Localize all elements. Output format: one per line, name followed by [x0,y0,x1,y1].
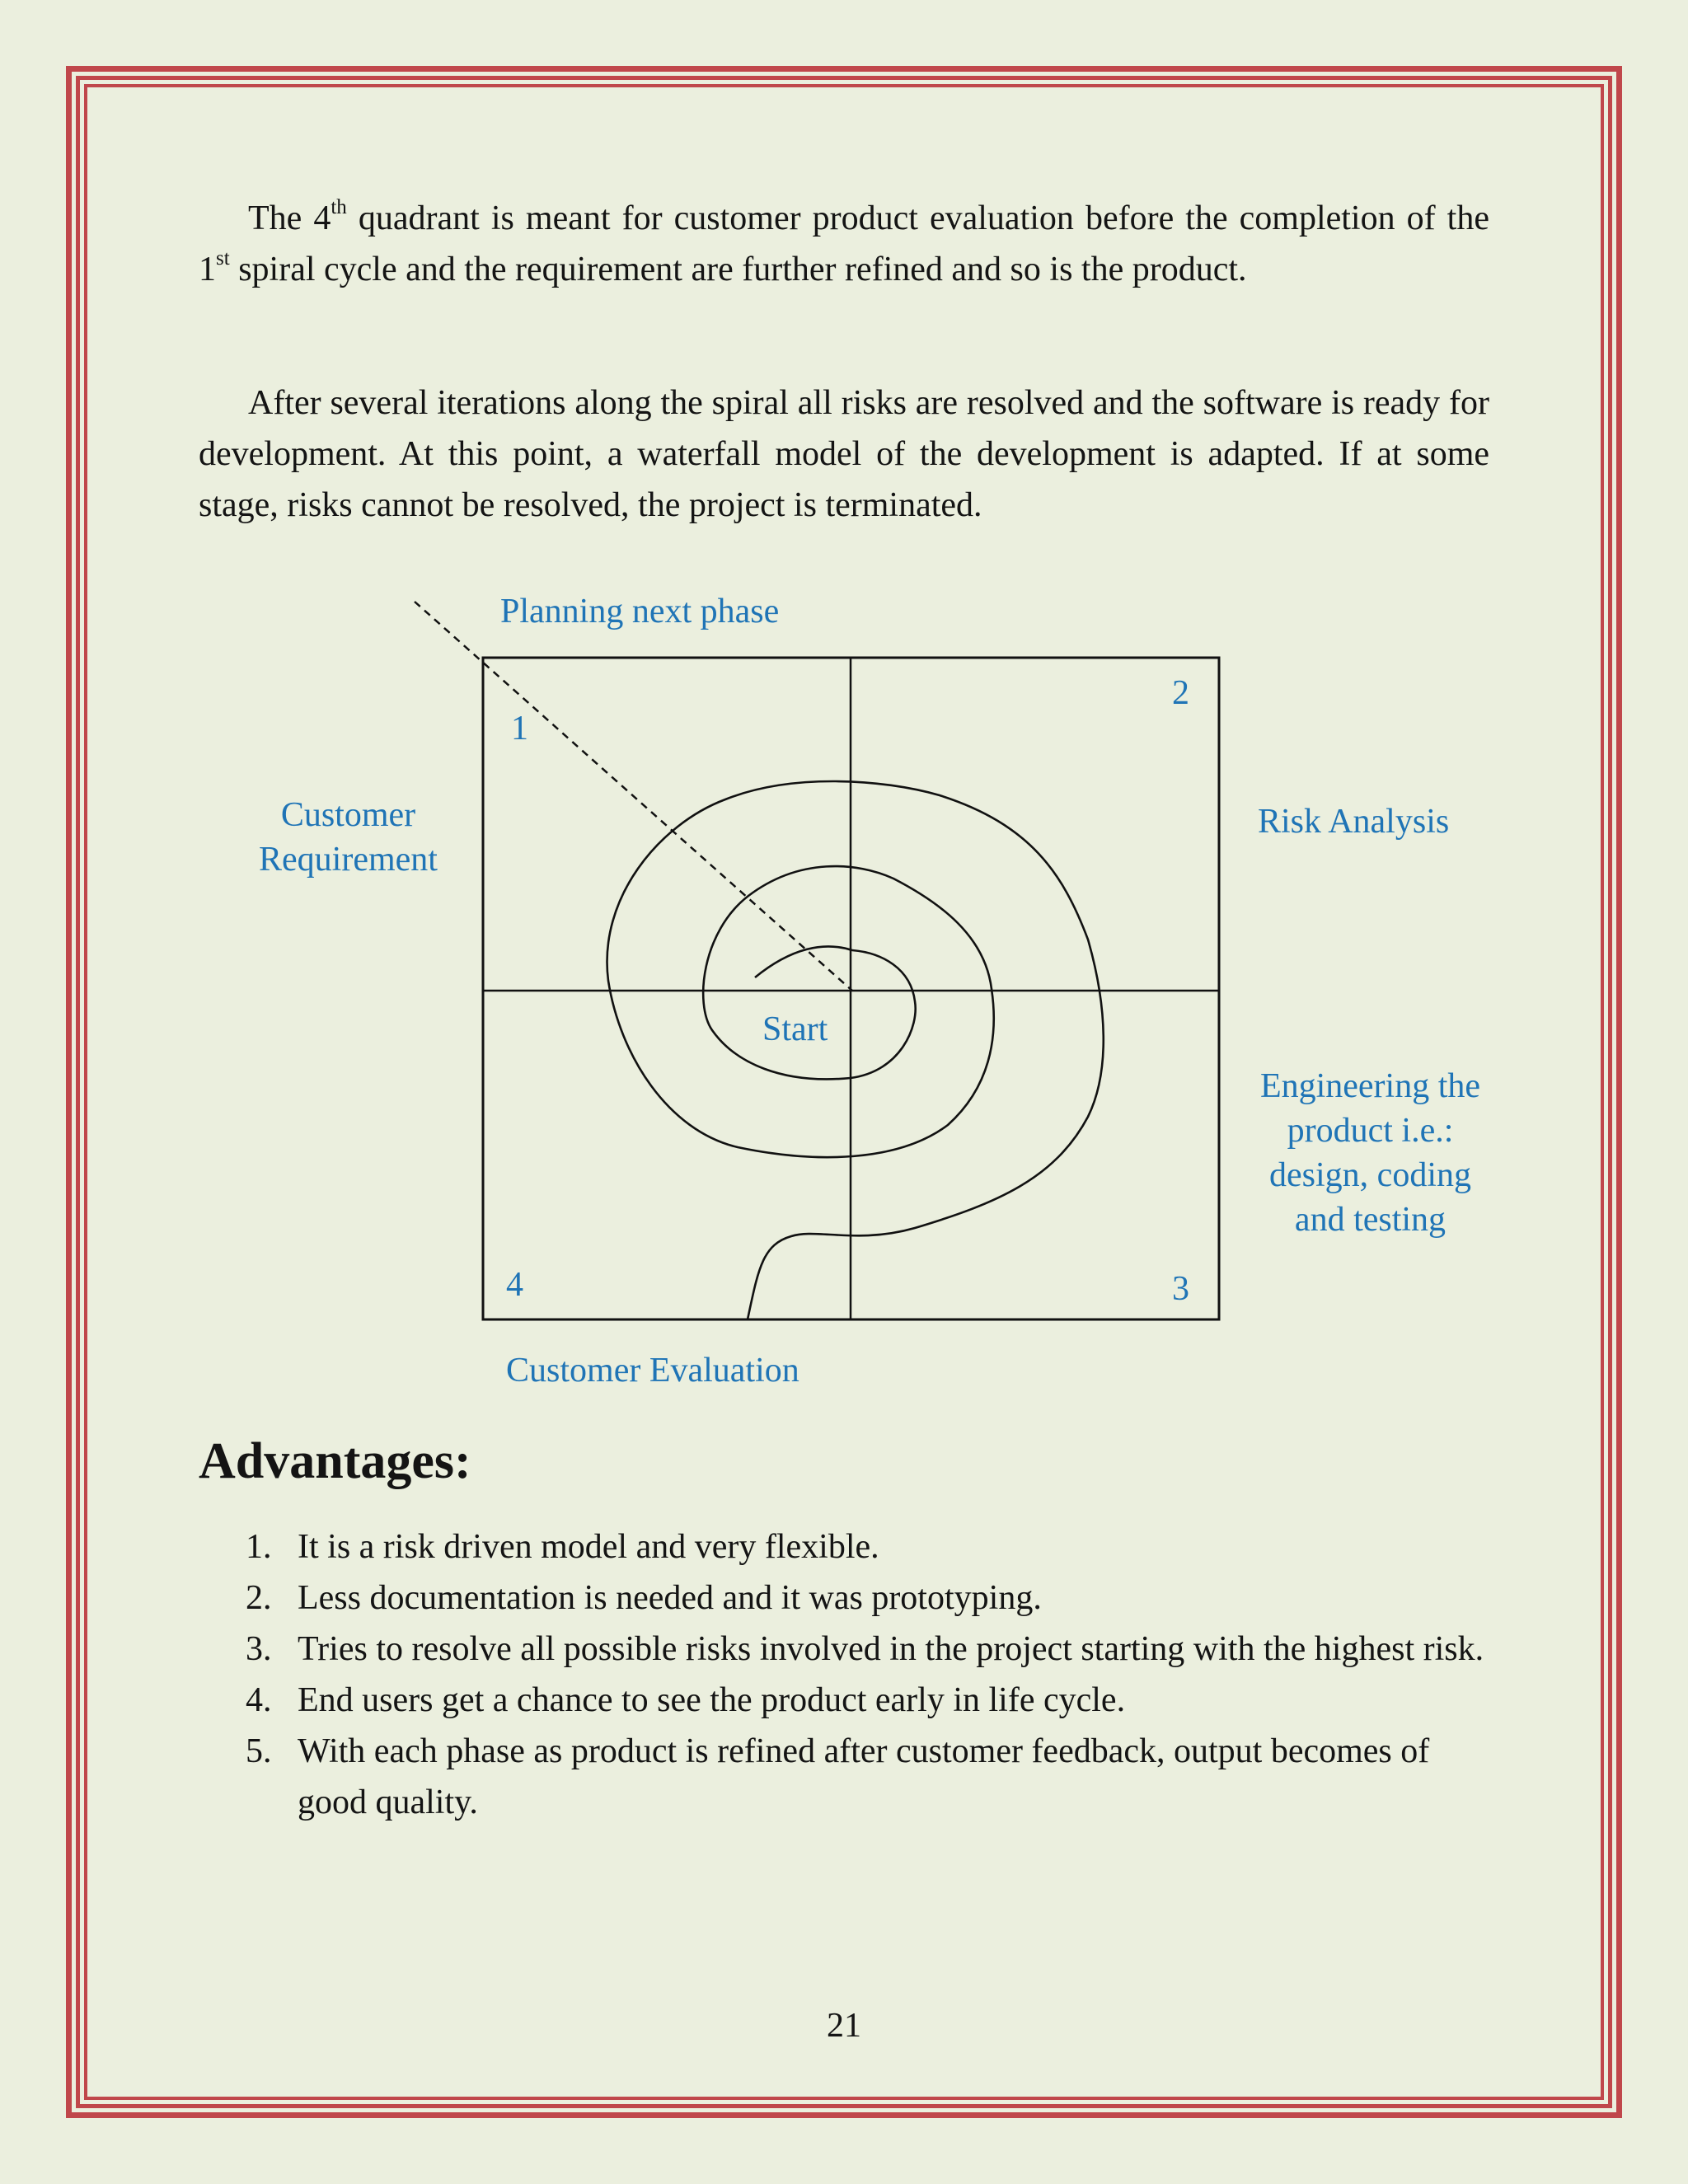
advantages-heading: Advantages: [199,1433,471,1489]
quadrant-number-1: 1 [511,710,528,748]
label-engineering-product: Engineering the product i.e.: design, coding and testing [1259,1067,1481,1239]
paragraph-iterations: After several iterations along the spiral all risks are resolved and the software is ready for development. At this point, a waterfall model of the development is adapted. If at some stage, risks cannot be resolved, the project is terminated. [199,384,1489,524]
list-item: 4. End users get a chance to see the product early in life cycle. [246,1681,1126,1719]
paragraph-fourth-quadrant: The 4th quadrant is meant for customer product evaluation before the completion of the 1st spiral cycle and the requirement are further refined and so is the product. [199,196,1489,288]
label-risk-analysis: Risk Analysis [1258,803,1450,841]
list-item: 1. It is a risk driven model and very flexible. [246,1528,879,1566]
list-item: 5. With each phase as product is refined after customer feedback, output becomes of good quality. [246,1732,1430,1821]
quadrant-number-2: 2 [1172,674,1189,712]
advantages-list [199,1521,1489,1828]
list-item: 3. Tries to resolve all possible risks involved in the project starting with the highest risk. [246,1630,1484,1668]
label-start: Start [762,1010,828,1048]
list-item: 2. Less documentation is needed and it was prototyping. [246,1579,1042,1617]
spiral-path [607,781,1104,1319]
label-customer-requirement: Customer Requirement [259,796,438,879]
page-number: 21 [827,2007,861,2045]
label-planning-next-phase: Planning next phase [500,593,780,630]
planning-dashed-line [415,602,852,991]
quadrant-number-3: 3 [1172,1270,1189,1308]
quadrant-number-4: 4 [506,1266,523,1304]
label-customer-evaluation: Customer Evaluation [506,1352,799,1390]
